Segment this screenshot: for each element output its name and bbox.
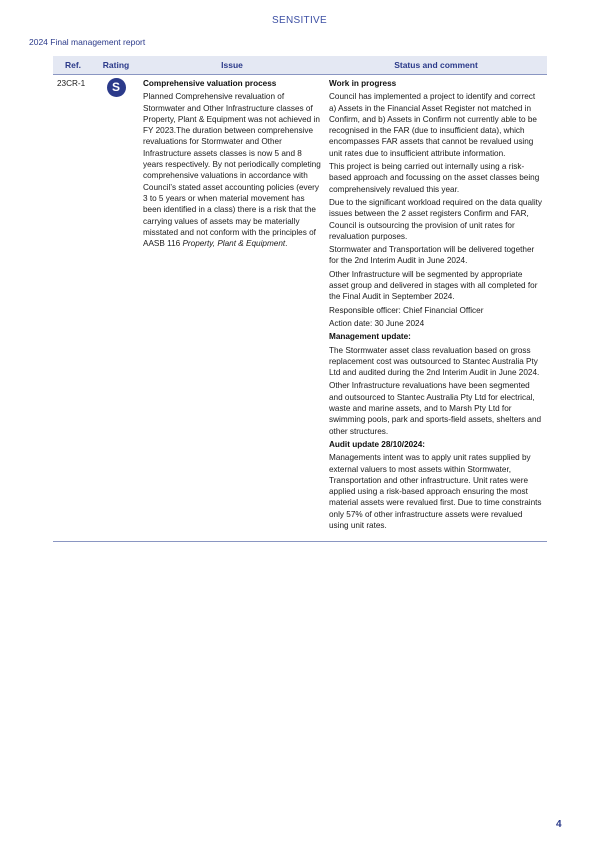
report-title: 2024 Final management report (29, 37, 146, 47)
management-update-paragraph: Other Infrastructure revaluations have been segmented and outsourced to Stantec Australia Pty Ltd for electrical, waste and marine assets, and to Marsh Pty Ltd for swimming pools, park and sports-field assets, shelters and other structures. (329, 381, 542, 436)
column-header-status: Status and comment (325, 56, 547, 75)
status-cell (325, 75, 547, 542)
action-date: Action date: 30 June 2024 (329, 318, 425, 328)
management-update-paragraph: The Stormwater asset class revaluation based on gross replacement cost was outsourced to Stantec Australia Pty Ltd and audited during the 2nd Interim Audit in June 2024. (329, 345, 540, 378)
status-paragraph: Stormwater and Transportation will be delivered together for the 2nd Interim Audit in June 2024. (329, 245, 535, 266)
management-update-title: Management update: (329, 332, 411, 342)
issue-standard-name: Property, Plant & Equipment (182, 239, 286, 249)
status-paragraph: Council has implemented a project to identify and correct a) Assets in the Financial Asset Register not matched in Confirm, and b) Assets in Confirm not currently able to be recognised in the FAR (due to insufficient data), which encompasses FAR assets that cannot be revalued using unit rates due to insufficient attribute information. (329, 92, 537, 158)
status-paragraph: This project is being carried out internally using a risk-based approach and focussing on the asset classes being comprehensively revalued this year. (329, 162, 540, 194)
rating-badge: S (107, 78, 126, 97)
ref-cell: 23CR-1 (53, 75, 93, 542)
issue-title: Comprehensive valuation process (143, 79, 277, 88)
column-header-ref: Ref. (53, 56, 93, 75)
findings-table (53, 56, 547, 542)
responsible-officer: Responsible officer: Chief Financial Officer (329, 305, 484, 315)
rating-cell (93, 75, 139, 542)
table-row (53, 75, 547, 542)
page-number: 4 (556, 819, 562, 830)
issue-text-end: . (285, 239, 288, 249)
issue-text: Planned Comprehensive revaluation of Stormwater and Other Infrastructure classes of Property, Plant & Equipment was not achieved in FY 2023.The duration between comprehensive revaluations for Stormwater and Other Infrastructure assets classes is now 5 and 8 years respectively. By not periodically completing comprehensive valuations in accordance with Council’s stated asset accounting policies (every 3 to 5 years or when material movement has been identified in a class) there is a risk that the carrying values of assets may be materially misstated and not conform with the principles of AASB 116 (143, 92, 321, 249)
classification-label: SENSITIVE (272, 15, 327, 26)
audit-update-title: Audit update 28/10/2024: (329, 439, 426, 449)
column-header-rating: Rating (93, 56, 139, 75)
issue-description (143, 91, 321, 249)
audit-update-paragraph: Managements intent was to apply unit rates supplied by external valuers to most assets within Stormwater, Transportation and other infrastructure. Unit rates were applied using a risk-based approach ensuring the most material assets were revalued first. Due to time constraints only 57% of other infrastructure assets were revalued using unit rates. (329, 453, 542, 530)
status-paragraph: Other Infrastructure will be segmented by appropriate asset group and delivered in stages with all completed for the Final Audit in September 2024. (329, 269, 538, 302)
issue-cell (139, 75, 325, 542)
status-paragraph: Due to the significant workload required on the data quality issues between the 2 asset registers Confirm and FAR, Council is outsourcing the provision of unit rates for revaluation purposes. (329, 197, 543, 241)
table-header-row (53, 56, 547, 75)
status-title: Work in progress (329, 79, 397, 88)
column-header-issue: Issue (139, 56, 325, 75)
